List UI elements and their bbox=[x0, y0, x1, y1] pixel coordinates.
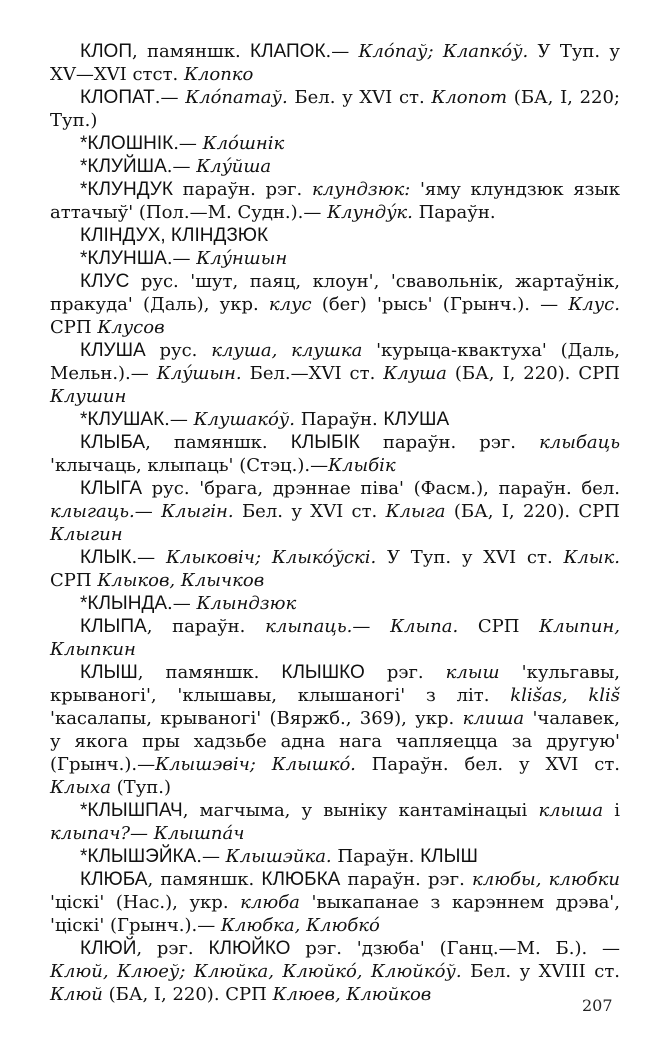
dictionary-page bbox=[50, 40, 620, 1006]
entry-text: .— bbox=[131, 547, 166, 568]
headword: КЛЮЙКО bbox=[208, 938, 291, 959]
dictionary-entry bbox=[50, 799, 620, 845]
headword: КЛЫШ bbox=[420, 846, 478, 867]
entry-text: Параўн. бел. у XVI ст. bbox=[355, 754, 620, 775]
italic-form: Клюй, Клюеў; Клюйка, Клюйкó, Клюйкóў. bbox=[50, 961, 462, 982]
dictionary-entry bbox=[50, 431, 620, 477]
entry-text: .— bbox=[154, 87, 186, 108]
entry-text: , памяншк. bbox=[131, 41, 251, 62]
headword: *КЛЫШЭЙКА bbox=[80, 846, 197, 867]
italic-form: клыгаць. bbox=[50, 501, 135, 522]
italic-form: Клындзюк bbox=[196, 593, 297, 614]
italic-form: Клусов bbox=[97, 317, 165, 338]
italic-form: Клыбік bbox=[328, 455, 396, 476]
entry-text: , параўн. bbox=[146, 616, 266, 637]
headword: *КЛУЙША bbox=[80, 156, 167, 177]
italic-form: Клюй bbox=[50, 984, 103, 1005]
italic-form: Клыков, Клычков bbox=[97, 570, 265, 591]
italic-form: клус bbox=[268, 294, 312, 315]
italic-form: клыша bbox=[538, 800, 604, 821]
entry-text: 'касалапы, крываногі' (Вяржб., 369), укр. bbox=[50, 708, 463, 729]
entry-text: Бел. у XVI ст. bbox=[233, 501, 386, 522]
italic-form: Клыга bbox=[385, 501, 446, 522]
italic-form: клыш bbox=[445, 662, 500, 683]
dictionary-entry bbox=[50, 661, 620, 799]
entry-text: Параўн. bbox=[294, 409, 384, 430]
italic-form: Клыгін. bbox=[161, 501, 234, 522]
entry-text: .— bbox=[325, 41, 359, 62]
entry-text: , рэг. bbox=[136, 938, 209, 959]
italic-form: Клуша bbox=[383, 363, 447, 384]
dictionary-entry bbox=[50, 868, 620, 937]
entry-text: У Туп. у XV—XVI стст. bbox=[50, 41, 620, 85]
headword: КЛЮБКА bbox=[261, 869, 341, 890]
italic-form: Клýйша bbox=[196, 156, 272, 177]
dictionary-entry bbox=[50, 937, 620, 1006]
entry-text: (БА, І, 220; Туп.) bbox=[50, 87, 621, 131]
dictionary-entry bbox=[50, 86, 620, 132]
italic-form: Клундýк. bbox=[327, 202, 413, 223]
headword: КЛЫБІК bbox=[290, 432, 360, 453]
headword: КЛЫБА bbox=[80, 432, 146, 453]
headword: КЛЫШ bbox=[80, 662, 138, 683]
headword: КЛЮЙ bbox=[80, 938, 137, 959]
entry-text: СРП bbox=[50, 317, 98, 338]
entry-text: .— bbox=[164, 409, 194, 430]
italic-form: Клыпин, Клыпкин bbox=[50, 616, 620, 660]
headword: КЛОПАТ bbox=[80, 87, 155, 108]
italic-form: клюбы, клюбки bbox=[472, 869, 621, 890]
headword: КЛЫПА bbox=[80, 616, 147, 637]
headword: *КЛОШНІК bbox=[80, 133, 174, 154]
dictionary-entry bbox=[50, 592, 620, 615]
italic-form: клыпач?— Клышпáч bbox=[50, 823, 245, 844]
dictionary-entry bbox=[50, 339, 620, 408]
italic-form: klišas, kliš bbox=[510, 685, 620, 706]
italic-form: Клышэйка. bbox=[225, 846, 332, 867]
entry-text: параўн. рэг. bbox=[359, 432, 540, 453]
italic-form: Клюев, Клюйков bbox=[272, 984, 432, 1005]
italic-form: Клýшын. bbox=[156, 363, 242, 384]
entry-text: , магчыма, у выніку кантамінацыі bbox=[182, 800, 539, 821]
entry-text: параўн. рэг. bbox=[340, 869, 472, 890]
entry-text: Бел. у XVIII ст. bbox=[461, 961, 621, 982]
headword: *КЛУШАК bbox=[80, 409, 165, 430]
entry-text: Параўн. bbox=[412, 202, 496, 223]
entry-text: Бел. у XVI ст. bbox=[287, 87, 432, 108]
italic-form: клиша bbox=[462, 708, 525, 729]
italic-form: Клык. bbox=[563, 547, 620, 568]
italic-form: Клопко bbox=[183, 64, 254, 85]
entry-text: рус. 'брага, дрэннае піва' (Фасм.), параўн. бел. bbox=[142, 478, 620, 499]
italic-form: Клóшнік bbox=[202, 133, 285, 154]
headword: КЛЫГА bbox=[80, 478, 143, 499]
italic-form: Клопот bbox=[431, 87, 508, 108]
headword: *КЛЫШПАЧ bbox=[80, 800, 183, 821]
headword: КЛУС bbox=[80, 271, 130, 292]
entry-text: 'выкапанае з карэннем дрэва', 'цiскі' (Грынч.).— bbox=[50, 892, 620, 936]
headword: КЛУША bbox=[80, 340, 146, 361]
italic-form: Клюбка, Клюбкó bbox=[220, 915, 380, 936]
entry-text: .— bbox=[166, 248, 197, 269]
dictionary-entry bbox=[50, 408, 620, 431]
entry-text: , памяншк. bbox=[137, 662, 282, 683]
entry-text: Параўн. bbox=[331, 846, 421, 867]
headword: КЛАПОК bbox=[250, 41, 326, 62]
dictionary-entry bbox=[50, 224, 620, 247]
entry-text: СРП bbox=[458, 616, 540, 637]
entry-text: рус. bbox=[145, 340, 212, 361]
entry-text: — bbox=[134, 501, 162, 522]
entry-text: і bbox=[603, 800, 620, 821]
italic-form: Клушакóў. bbox=[193, 409, 295, 430]
italic-form: клыбаць bbox=[539, 432, 621, 453]
entry-text: 'кульгавы, крываногі', 'клышавы, клышаногі' з літ. bbox=[50, 662, 620, 706]
entry-text: У Туп. у XVI ст. bbox=[376, 547, 564, 568]
entry-text: 'ціскі' (Нас.), укр. bbox=[50, 892, 241, 913]
entry-text: (БА, І, 220). СРП bbox=[445, 501, 620, 522]
entry-text: .— bbox=[196, 846, 226, 867]
entry-text: Бел.—XVI ст. bbox=[241, 363, 384, 384]
entry-text: .— bbox=[173, 133, 203, 154]
italic-form: Клус. bbox=[568, 294, 620, 315]
dictionary-entry bbox=[50, 845, 620, 868]
entry-text: 'яму клундзюк язык аттачыў' (Пол.—М. Судн.).— bbox=[50, 179, 621, 223]
headword: КЛОП bbox=[80, 41, 132, 62]
entry-text: (бег) 'рысь' (Грынч.). — bbox=[311, 294, 569, 315]
headword: *КЛЫНДА bbox=[80, 593, 168, 614]
dictionary-entry bbox=[50, 178, 620, 224]
italic-form: Клýншын bbox=[196, 248, 288, 269]
entry-text: СРП bbox=[50, 570, 98, 591]
entry-text: рэг. 'дзюба' (Ганц.—М. Б.). — bbox=[290, 938, 620, 959]
dictionary-entry bbox=[50, 247, 620, 270]
headword: КЛУША bbox=[383, 409, 450, 430]
italic-form: Клушин bbox=[50, 386, 127, 407]
italic-form: клуша, клушка bbox=[211, 340, 363, 361]
entry-text: , памяншк. bbox=[145, 432, 291, 453]
italic-form: Клóпаў; Клапкóў. bbox=[358, 41, 529, 62]
entry-text: рус. 'шут, паяц, клоун', 'свавольнік, жартаўнік, пракуда' (Даль), укр. bbox=[50, 271, 620, 315]
headword: *КЛУНДУК bbox=[80, 179, 173, 200]
entry-text: .— bbox=[166, 156, 197, 177]
dictionary-entry bbox=[50, 477, 620, 546]
italic-form: Клышэвіч; Клышкó. bbox=[155, 754, 356, 775]
italic-form: Клыха bbox=[50, 777, 111, 798]
entry-text: (БА, І, 220). СРП bbox=[102, 984, 273, 1005]
dictionary-entry bbox=[50, 270, 620, 339]
entry-text: рэг. bbox=[364, 662, 446, 683]
dictionary-entry bbox=[50, 40, 620, 86]
entry-text: , памяншк. bbox=[147, 869, 262, 890]
dictionary-entry bbox=[50, 132, 620, 155]
dictionary-entry bbox=[50, 615, 620, 661]
headword: *КЛУНША bbox=[80, 248, 167, 269]
entry-text: (БА, І, 220). СРП bbox=[446, 363, 620, 384]
entry-text: (Туп.) bbox=[110, 777, 172, 798]
dictionary-entry bbox=[50, 155, 620, 178]
entry-text: 'чалавек, у якога пры хадзьбе адна нага чапляецца за другую' (Грынч.).— bbox=[50, 708, 620, 775]
italic-form: Клыковіч; Клыкóўскі. bbox=[165, 547, 377, 568]
italic-form: клюба bbox=[240, 892, 300, 913]
dictionary-entry bbox=[50, 546, 620, 592]
headword: КЛЫШКО bbox=[281, 662, 365, 683]
page-number: 207 bbox=[582, 996, 613, 1015]
italic-form: клыпаць.— Клыпа. bbox=[265, 616, 459, 637]
italic-form: клундзюк: bbox=[311, 179, 411, 200]
entry-text: 'курыца-квактуха' (Даль, Мельн.).— bbox=[50, 340, 620, 384]
entry-text: 'клычаць, клыпаць' (Стэц.).— bbox=[50, 455, 329, 476]
entry-text: .— bbox=[167, 593, 197, 614]
headword: КЛЫК bbox=[80, 547, 132, 568]
headword: КЛІНДУХ, КЛІНДЗЮК bbox=[80, 225, 269, 246]
entry-text: параўн. рэг. bbox=[172, 179, 312, 200]
italic-form: Клóпатаў. bbox=[185, 87, 288, 108]
headword: КЛЮБА bbox=[80, 869, 148, 890]
italic-form: Клыгин bbox=[50, 524, 123, 545]
